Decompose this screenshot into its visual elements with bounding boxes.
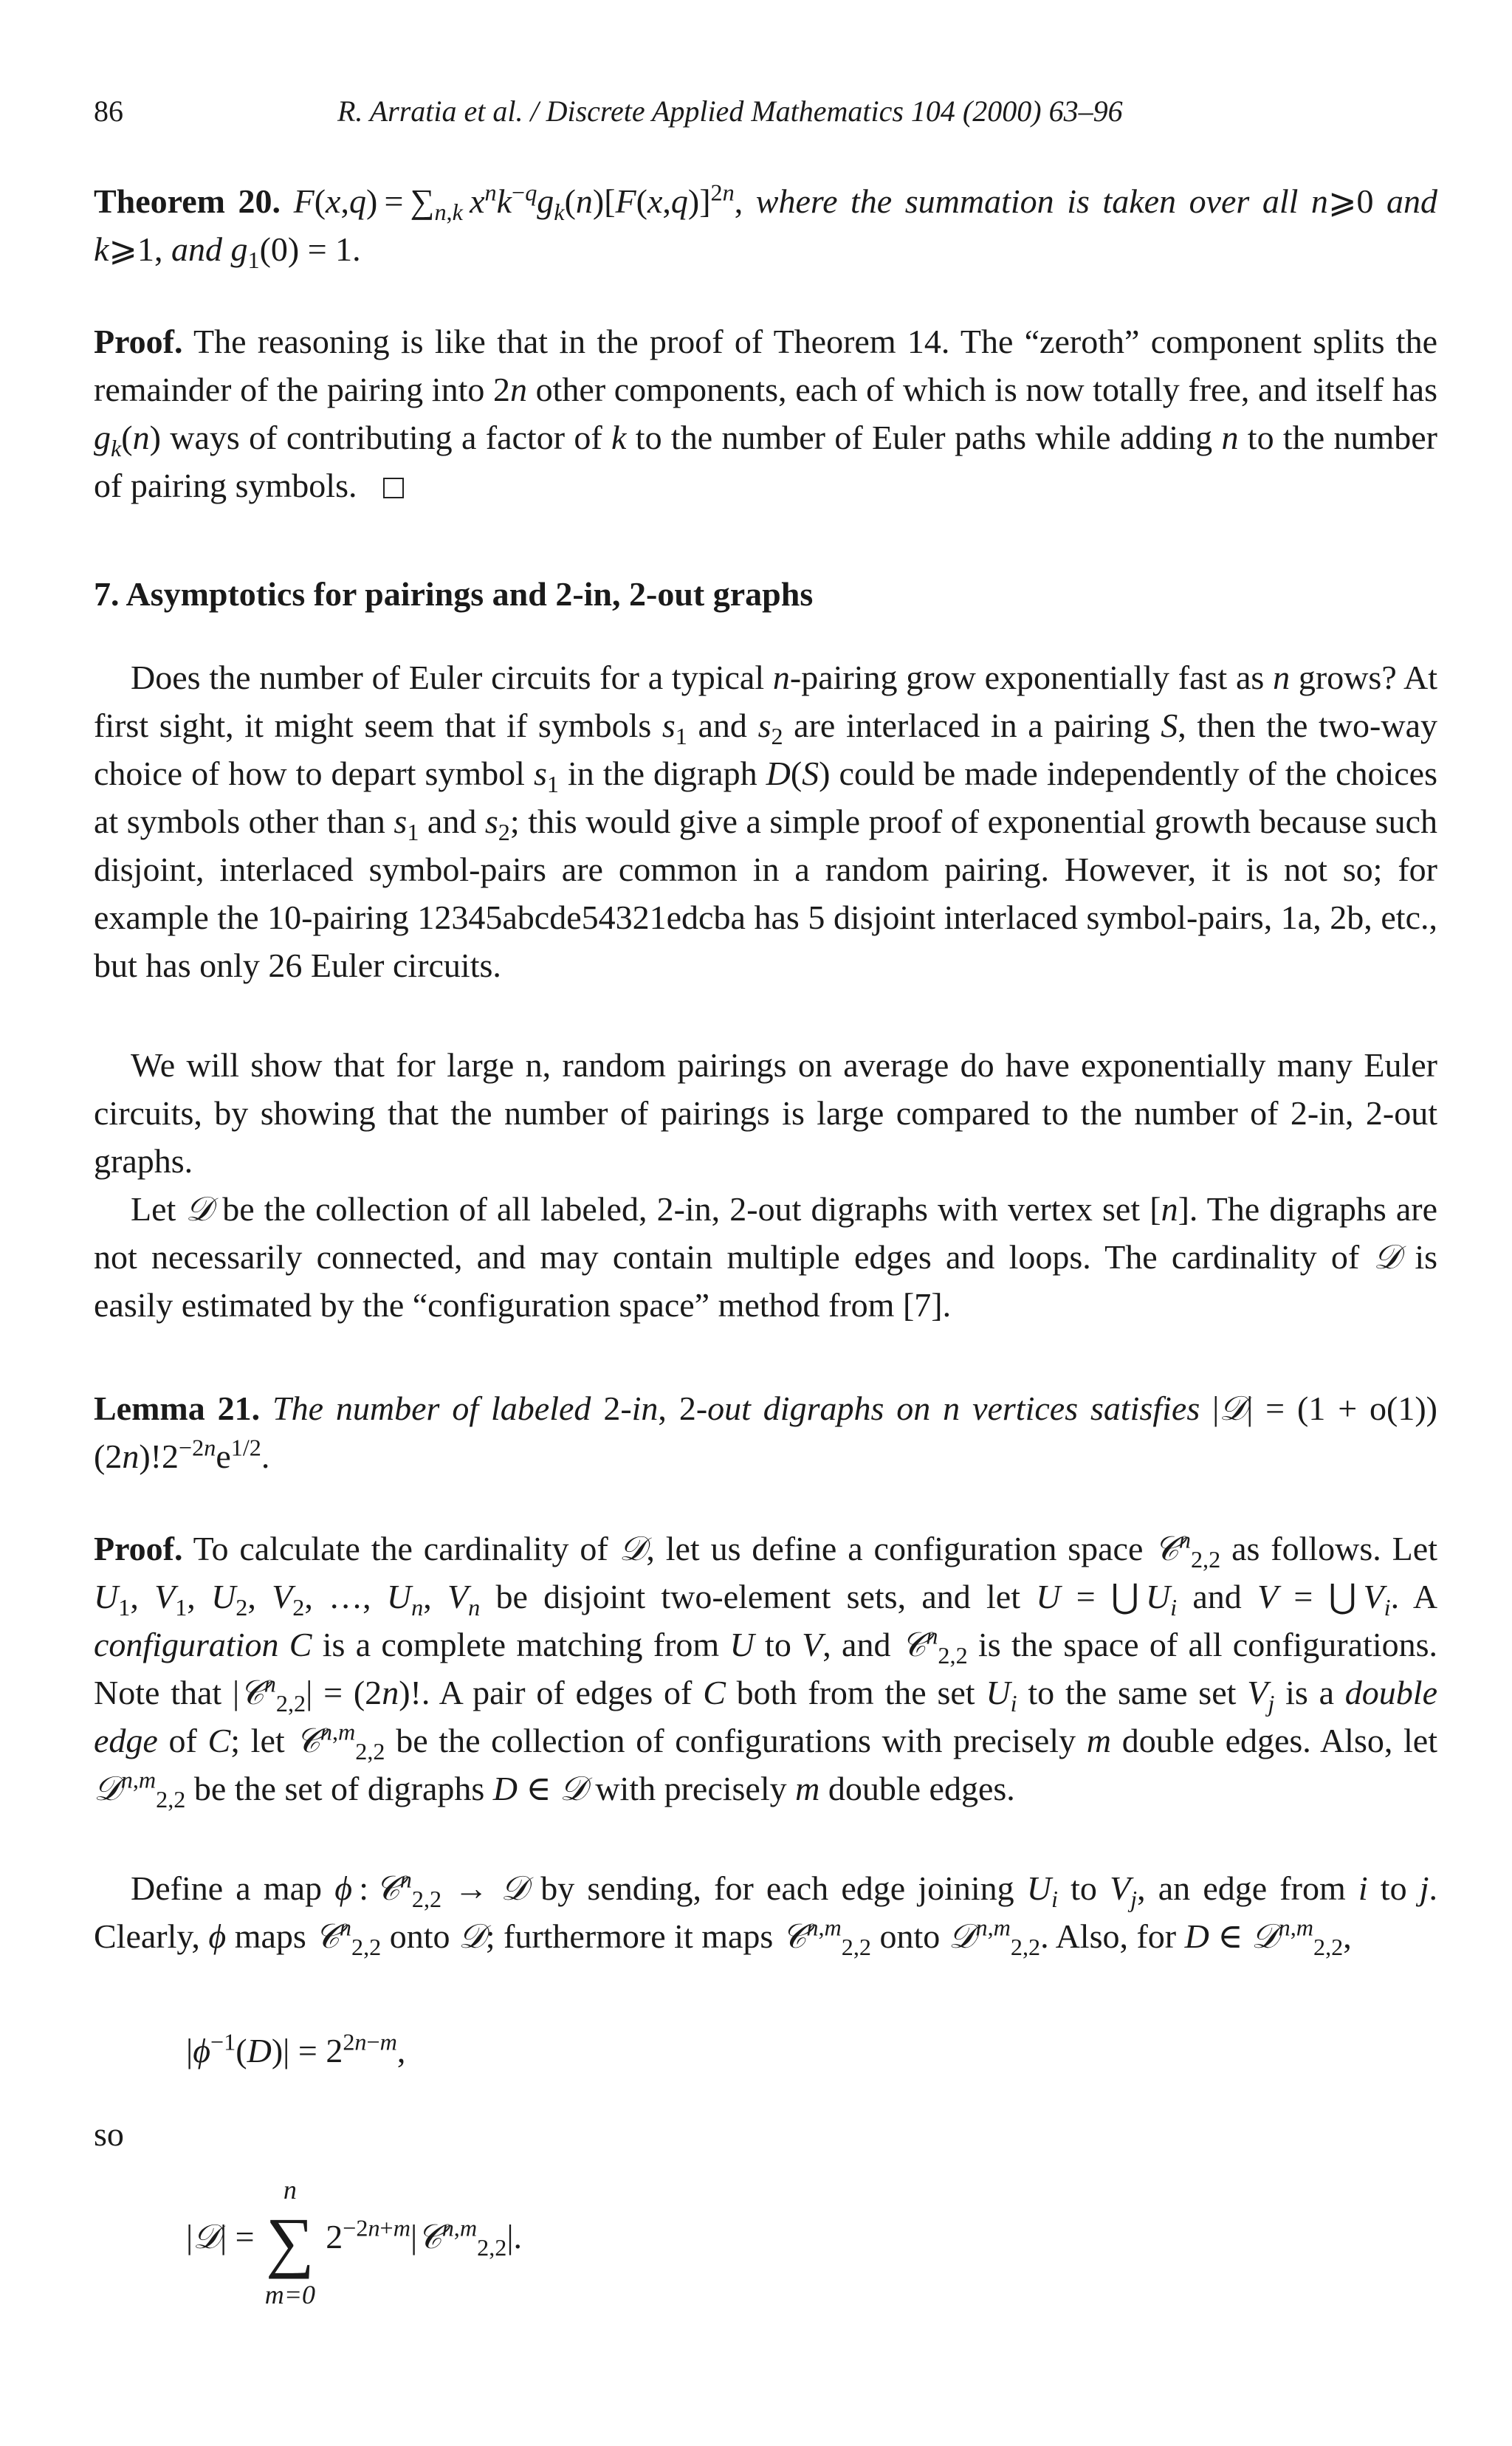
- paragraph-1: Does the number of Euler circuits for a typical n-pairing grow exponentially fast as n grows? At first sight, it might seem that if symbols $s_1$ and $s_2$ are interlaced in a pairing S, then the two-way choice of how to depart symbol $s_1$ in the digraph D(S) could be made independently of the choices at symbols other than $s_1$ and $s_2$; this would give a simple proof of exponential growth because such disjoint, interlaced symbol-pairs are common in a random pairing. However, it is not so; for example the 10-pairing 12345abcde54321edcba has 5 disjoint interlaced symbol-pairs, 1a, 2b, etc., but has only 26 Euler circuits.: [94, 659, 1438, 984]
- equation-sum: |𝒟| = ∑ n m=0 $2^{-2n+m}|𝒞^{n,m}_{2,2}|$.: [186, 2175, 523, 2309]
- page-number: 86: [94, 95, 123, 128]
- proof-label: Proof.: [94, 323, 183, 360]
- running-header: [94, 87, 1437, 131]
- theorem-label: Theorem 20.: [94, 182, 281, 220]
- lemma-21: Lemma 21. The number of labeled 2-in, 2-out digraphs on n vertices satisfies |𝒟| = $(1 + o(1))(2n)!2^{-2n}e^{1/2}$.: [94, 1389, 1437, 1475]
- proof-lemma-21: Proof. To calculate the cardinality of 𝒟, let us define a configuration space 𝒞$^n_{2,2}$ as follows. Let $U_1$, $V_1$, $U_2$, $V_2$, …, $U_n$, $V_n$ be disjoint two-element sets, and let U = ⋃ $U_i$ and V = ⋃ $V_i$. A configuration C is a complete matching from U to V, and 𝒞$^n_{2,2}$ is the space of all configurations. Note that |𝒞$^n_{2,2}$| = (2n)!. A pair of edges of C both from the set $U_i$ to the same set $V_j$ is a double edge of C; let 𝒞$^{n,m}_{2,2}$ be the collection of configurations with precisely m double edges. Also, let 𝒟$^{n,m}_{2,2}$ be the set of digraphs D ∈ 𝒟 with precisely m double edges.: [94, 1526, 1438, 1813]
- qed-square-icon: [383, 478, 404, 498]
- paragraph-define-map: Define a map ϕ : 𝒞$^n_{2,2}$ → 𝒟 by sending, for each edge joining $U_i$ to $V_j$, an edge from i to j. Clearly, ϕ maps 𝒞$^n_{2,2}$ onto 𝒟; furthermore it maps 𝒞$^{n,m}_{2,2}$ onto 𝒟$^{n,m}_{2,2}$. Also, for D ∈ 𝒟$^{n,m}_{2,2}$,: [94, 1866, 1438, 1961]
- word-so: so: [94, 2115, 124, 2153]
- paragraph-3: Let 𝒟 be the collection of all labeled, 2-in, 2-out digraphs with vertex set [n]. The digraphs are not necessarily connected, and may contain multiple edges and loops. The cardinality of 𝒟 is easily estimated by the “configuration space” method from [7].: [94, 1190, 1438, 1324]
- proof-theorem-20: Proof. The reasoning is like that in the proof of Theorem 14. The “zeroth” component splits the remainder of the pairing into 2n other components, each of which is now totally free, and itself has $g_k(n)$ ways of contributing a factor of k to the number of Euler paths while adding n to the number of pairing symbols.: [94, 323, 1437, 504]
- section-title: 7. Asymptotics for pairings and 2-in, 2-out graphs: [94, 575, 814, 613]
- proof-label-2: Proof.: [94, 1530, 183, 1567]
- lemma-label: Lemma 21.: [94, 1389, 261, 1427]
- equation-preimage: $|\phi^{-1}(D)| = 2^{2n-m}$,: [186, 2028, 406, 2069]
- paragraph-2: We will show that for large n, random pairings on average do have exponentially many Euler circuits, by showing that the number of pairings is large compared to the number of 2-in, 2-out graphs.: [94, 1046, 1437, 1180]
- running-head: R. Arratia et al. / Discrete Applied Mathematics 104 (2000) 63–96: [337, 95, 1123, 128]
- theorem-20: Theorem 20. $F(x,q) = \sum_{n,k}$ $x^nk^{-q}g_k(n)[F(x,q)]^{2n}$, where the summation is taken over all n⩾0 and k⩾1, and $g_1(0) = 1$.: [94, 179, 1438, 274]
- summation-symbol: ∑ n m=0: [264, 2175, 316, 2309]
